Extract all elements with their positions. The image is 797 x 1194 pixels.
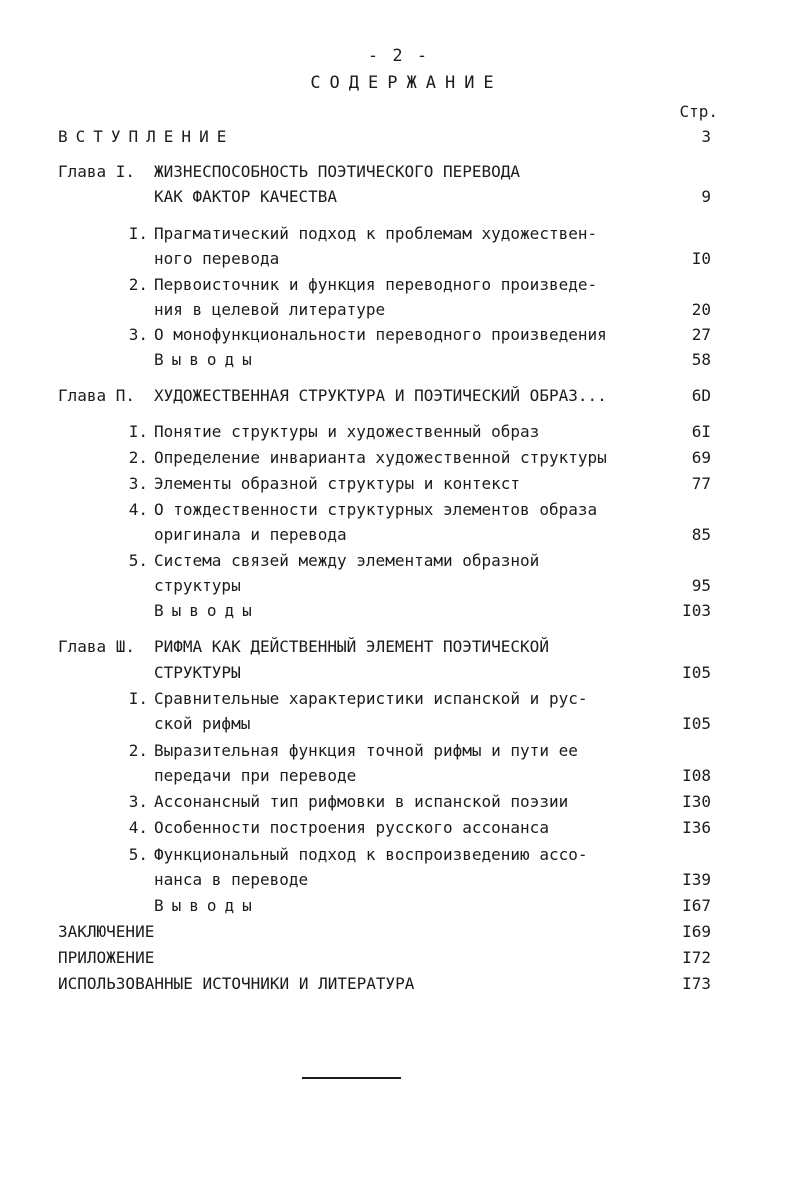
section-number: 4. xyxy=(128,500,148,519)
toc-entry-chapter-3-line2[interactable]: СТРУКТУРЫ xyxy=(154,661,656,685)
toc-entry-1-3[interactable]: О монофункциональности переводного произведения xyxy=(154,325,607,344)
section-number: 2. xyxy=(128,741,148,760)
toc-entry-3-1-line2[interactable]: ской рифмы xyxy=(154,712,656,736)
toc-page-conclusion: I69 xyxy=(682,922,711,941)
toc-entry-chapter-1-line1[interactable]: ЖИЗНЕСПОСОБНОСТЬ ПОЭТИЧЕСКОГО ПЕРЕВОДА xyxy=(154,162,521,181)
toc-page-2-5: 95 xyxy=(691,576,711,595)
toc-page-2-3: 77 xyxy=(691,474,711,493)
section-number: I. xyxy=(128,689,148,708)
toc-page-chapter-1: 9 xyxy=(701,187,711,206)
toc-page-chapter-3: I05 xyxy=(682,663,711,682)
toc-entry-conclusion[interactable]: ЗАКЛЮЧЕНИЕ xyxy=(58,920,656,944)
toc-entry-chapter-1-line2[interactable]: КАК ФАКТОР КАЧЕСТВА xyxy=(154,185,656,209)
page-number: - 2 - xyxy=(367,46,430,66)
chapter-label-2: Глава П. xyxy=(58,386,136,405)
toc-page-appendix: I72 xyxy=(682,948,711,967)
toc-page-3-5: I39 xyxy=(682,870,711,889)
toc-page-1-1: I0 xyxy=(691,249,711,268)
section-number: I. xyxy=(128,422,148,441)
toc-entry-2-3[interactable]: Элементы образной структуры и контекст xyxy=(154,472,656,496)
toc-page-intro: 3 xyxy=(701,127,711,146)
toc-entry-2-2[interactable]: Определение инварианта художественной структуры xyxy=(154,448,607,467)
toc-entry-chapter-3-line1[interactable]: РИФМА КАК ДЕЙСТВЕННЫЙ ЭЛЕМЕНТ ПОЭТИЧЕСКОЙ xyxy=(154,637,549,656)
toc-entry-1-1-line2[interactable]: ного перевода xyxy=(154,247,656,271)
toc-entry-1-2-line2[interactable]: ния в целевой литературе xyxy=(154,298,656,322)
toc-entry-2-conclusions[interactable]: Выводы xyxy=(154,599,656,623)
toc-page-3-conclusions: I67 xyxy=(682,896,711,915)
document-title: СОДЕРЖАНИЕ xyxy=(310,73,503,93)
toc-page-1-3: 27 xyxy=(691,325,711,344)
toc-entry-2-4-line1[interactable]: О тождественности структурных элементов образа xyxy=(154,500,598,519)
closing-rule xyxy=(302,1077,401,1079)
section-number: 5. xyxy=(128,845,148,864)
toc-page-chapter-2: 6D xyxy=(691,386,711,405)
toc-entry-3-2-line2[interactable]: передачи при переводе xyxy=(154,764,656,788)
toc-page-1-2: 20 xyxy=(691,300,711,319)
toc-entry-3-5-line2[interactable]: нанса в переводе xyxy=(154,868,656,892)
toc-entry-3-conclusions[interactable]: Выводы xyxy=(154,894,656,918)
toc-entry-3-3[interactable]: Ассонансный тип рифмовки в испанской поэзии xyxy=(154,790,656,814)
toc-page-sources: I73 xyxy=(682,974,711,993)
toc-page-2-4: 85 xyxy=(691,525,711,544)
section-number: 4. xyxy=(128,818,148,837)
toc-page-1-conclusions: 58 xyxy=(691,350,711,369)
toc-entry-2-1[interactable]: Понятие структуры и художественный образ xyxy=(154,420,656,444)
section-number: 2. xyxy=(128,448,148,467)
section-number: 3. xyxy=(128,325,148,344)
section-number: 3. xyxy=(128,474,148,493)
toc-entry-1-1-line1[interactable]: Прагматический подход к проблемам художествен- xyxy=(154,224,598,243)
toc-page-3-4: I36 xyxy=(682,818,711,837)
toc-page-3-1: I05 xyxy=(682,714,711,733)
toc-entry-1-2-line1[interactable]: Первоисточник и функция переводного произведе- xyxy=(154,275,598,294)
toc-page-2-1: 6I xyxy=(691,422,711,441)
toc-entry-3-4[interactable]: Особенности построения русского ассонанса xyxy=(154,816,656,840)
section-number: 3. xyxy=(128,792,148,811)
toc-entry-sources[interactable]: ИСПОЛЬЗОВАННЫЕ ИСТОЧНИКИ И ЛИТЕРАТУРА xyxy=(58,972,656,996)
toc-entry-3-1-line1[interactable]: Сравнительные характеристики испанской и рус- xyxy=(154,689,588,708)
toc-page-2-2: 69 xyxy=(691,448,711,467)
toc-entry-intro[interactable]: ВСТУПЛЕНИЕ xyxy=(58,125,656,149)
toc-entry-appendix[interactable]: ПРИЛОЖЕНИЕ xyxy=(58,946,656,970)
chapter-label-1: Глава I. xyxy=(58,162,136,181)
toc-page-2-conclusions: I03 xyxy=(682,601,711,620)
toc-entry-2-4-line2[interactable]: оригинала и перевода xyxy=(154,523,656,547)
page-column-label: Стр. xyxy=(679,102,718,121)
toc-page-3-3: I30 xyxy=(682,792,711,811)
chapter-label-3: Глава Ш. xyxy=(58,637,136,656)
section-number: I. xyxy=(128,224,148,243)
toc-entry-3-5-line1[interactable]: Функциональный подход к воспроизведению ассо- xyxy=(154,845,588,864)
section-number: 2. xyxy=(128,275,148,294)
toc-page-3-2: I08 xyxy=(682,766,711,785)
toc-entry-2-5-line1[interactable]: Система связей между элементами образной xyxy=(154,551,540,570)
section-number: 5. xyxy=(128,551,148,570)
toc-entry-chapter-2[interactable]: ХУДОЖЕСТВЕННАЯ СТРУКТУРА И ПОЭТИЧЕСКИЙ ОБРАЗ... xyxy=(154,386,607,405)
toc-entry-1-conclusions[interactable]: Выводы xyxy=(154,348,656,372)
toc-entry-2-5-line2[interactable]: структуры xyxy=(154,574,656,598)
toc-entry-3-2-line1[interactable]: Выразительная функция точной рифмы и пути ее xyxy=(154,741,578,760)
